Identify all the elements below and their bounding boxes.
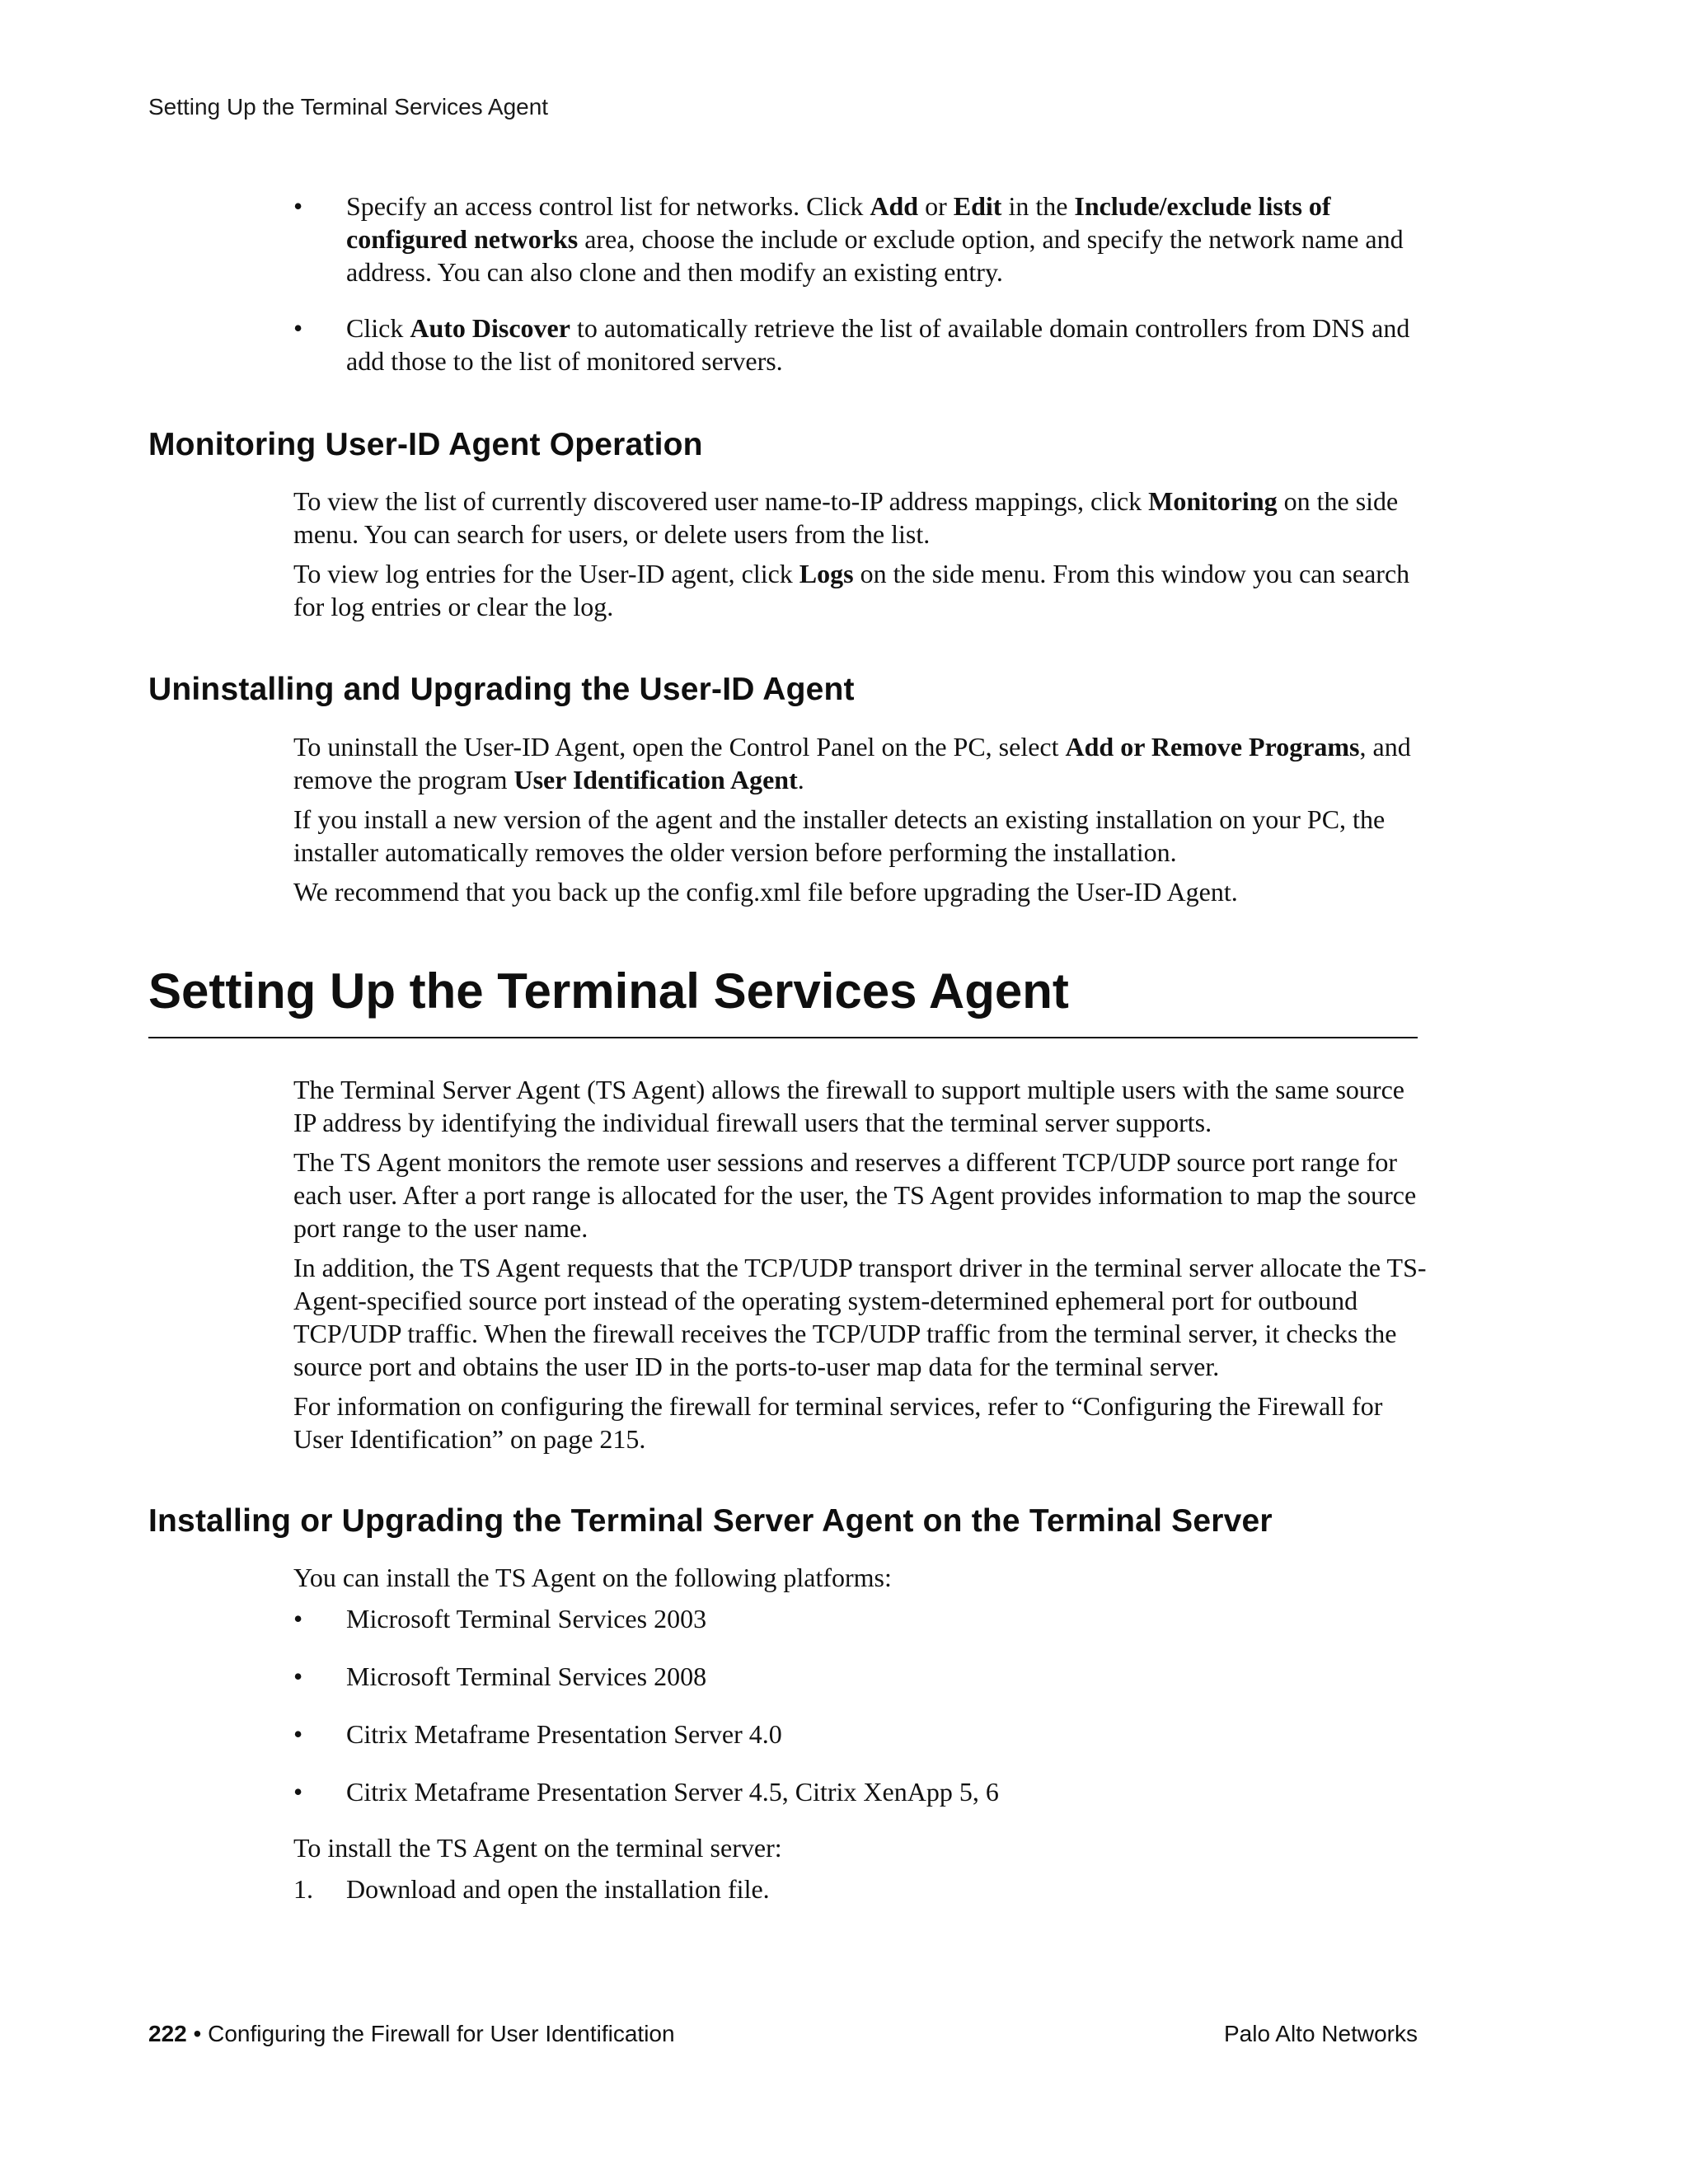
platform-text: Citrix Metaframe Presentation Server 4.0: [346, 1719, 782, 1749]
step-text: Download and open the installation file.: [346, 1874, 770, 1904]
emphasis-text: Include/exclude lists of configured networks: [346, 191, 1331, 254]
section-heading-monitoring: Monitoring User-ID Agent Operation: [148, 427, 703, 462]
footer-chapter: Configuring the Firewall for User Identification: [208, 2021, 675, 2046]
list-item: [293, 1602, 1431, 1635]
text-run: on the side menu. You can search for users, or delete users from the list.: [293, 486, 1399, 549]
running-header: Setting Up the Terminal Services Agent: [148, 94, 549, 120]
install-steps-intro: To install the TS Agent on the terminal server:: [293, 1833, 782, 1863]
step-number: 1.: [293, 1874, 313, 1904]
footer-left: [148, 2021, 675, 2047]
footer-company: Palo Alto Networks: [1224, 2021, 1418, 2046]
emphasis-text: Auto Discover: [410, 313, 570, 343]
text-run: area, choose the include or exclude option, and specify the network name and address. You can also clone and then modify an existing entry.: [346, 224, 1404, 287]
text-run: on the side menu. From this window you can search for log entries or clear the log.: [293, 559, 1410, 621]
platform-list: [293, 1602, 1431, 1808]
list-item: [293, 1775, 1431, 1808]
uninstall-paragraph-3: We recommend that you back up the config.xml file before upgrading the User-ID Agent.: [293, 877, 1238, 907]
uninstall-paragraph-1: [293, 730, 1431, 796]
text-run: To uninstall the User-ID Agent, open the Control Panel on the PC, select: [293, 732, 1066, 762]
emphasis-text: User Identification Agent: [513, 765, 798, 794]
text-run: Specify an access control list for networks. Click: [346, 191, 870, 221]
list-item: [293, 1718, 1431, 1750]
bullet-icon: •: [293, 313, 303, 343]
chapter-section-title: Setting Up the Terminal Services Agent: [148, 963, 1069, 1019]
list-item: [293, 1660, 1431, 1693]
section-heading-uninstall: Uninstalling and Upgrading the User-ID Agent: [148, 672, 855, 707]
emphasis-text: Add or Remove Programs: [1065, 732, 1360, 762]
bullet-icon: •: [293, 191, 303, 221]
section-heading-install: Installing or Upgrading the Terminal Server Agent on the Terminal Server: [148, 1503, 1273, 1539]
bullet-text: [346, 313, 1409, 376]
install-intro: You can install the TS Agent on the following platforms:: [293, 1563, 892, 1592]
ts-paragraph-4: For information on configuring the firewall for terminal services, refer to “Configuring the Firewall for User Identification” on page 215.: [293, 1391, 1383, 1454]
install-steps-list: [293, 1872, 1431, 1905]
monitoring-paragraph-2: [293, 557, 1431, 623]
bullet-icon: •: [293, 1661, 303, 1691]
text-run: , and remove the program: [293, 732, 1411, 794]
intro-bullet-list: [293, 190, 1431, 377]
bullet-icon: •: [293, 1719, 303, 1749]
list-item: [293, 312, 1431, 377]
text-run: To view the list of currently discovered user name-to-IP address mappings, click: [293, 486, 1149, 516]
emphasis-text: Logs: [799, 559, 854, 588]
text-run: .: [797, 765, 804, 794]
bullet-icon: •: [293, 1604, 303, 1633]
uninstall-paragraph-2: If you install a new version of the agent and the installer detects an existing installation on your PC, the installer automatically removes the older version before performing the installation.: [293, 804, 1386, 867]
text-run: To view log entries for the User-ID agent, click: [293, 559, 799, 588]
emphasis-text: Add: [870, 191, 919, 221]
bullet-icon: •: [293, 1777, 303, 1807]
bullet-text: [346, 191, 1404, 287]
text-run: or: [918, 191, 954, 221]
ts-paragraph-3: In addition, the TS Agent requests that the TCP/UDP transport driver in the terminal server allocate the TS-Agent-specified source port instead of the operating system-determined ephemeral port for outbound TCP/UDP traffic. When the firewall receives the TCP/UDP traffic from the terminal server, it checks the source port and obtains the user ID in the ports-to-user map data for the terminal server.: [293, 1253, 1427, 1381]
monitoring-paragraph-1: [293, 485, 1431, 551]
emphasis-text: Monitoring: [1148, 486, 1278, 516]
text-run: Click: [346, 313, 410, 343]
list-item: [293, 1872, 1431, 1905]
text-run: to automatically retrieve the list of available domain controllers from DNS and add those to the list of monitored servers.: [346, 313, 1410, 376]
page-number: 222: [148, 2021, 187, 2046]
list-item: [293, 190, 1431, 288]
platform-text: Microsoft Terminal Services 2003: [346, 1604, 707, 1633]
ts-paragraph-2: The TS Agent monitors the remote user sessions and reserves a different TCP/UDP source port range for each user. After a port range is allocated for the user, the TS Agent provides information to map the source port range to the user name.: [293, 1147, 1417, 1243]
title-rule-divider: [148, 1037, 1418, 1038]
ts-paragraph-1: The Terminal Server Agent (TS Agent) allows the firewall to support multiple users with the same source IP address by identifying the individual firewall users that the terminal server supports.: [293, 1075, 1404, 1137]
footer-separator: •: [186, 2021, 209, 2046]
emphasis-text: Edit: [953, 191, 1002, 221]
platform-text: Microsoft Terminal Services 2008: [346, 1661, 707, 1691]
platform-text: Citrix Metaframe Presentation Server 4.5, Citrix XenApp 5, 6: [346, 1777, 999, 1807]
text-run: in the: [1001, 191, 1075, 221]
